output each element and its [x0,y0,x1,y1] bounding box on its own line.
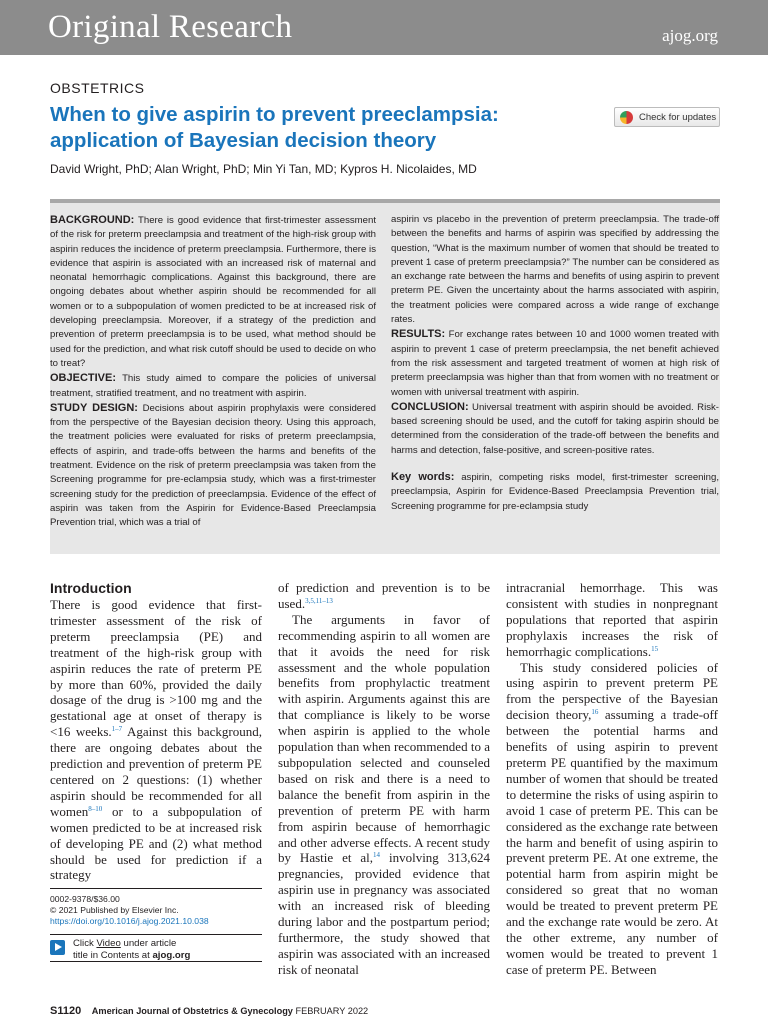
abstract-design: STUDY DESIGN: Decisions about aspirin prophylaxis were considered from the perspective of the Bayesian decision theory. Using this approach, the treatment policies were evaluated for risks of preterm preeclampsia, effects of aspirin, and trade-offs between the harms and benefits of the treatment. Evidence on the risk of preterm preeclampsia was taken from the Screening programme for pre-eclampsia study, which was a first-trimester screening study for the prediction of preeclampsia. Evidence of the effect of aspirin was taken from the Aspirin for Evidence-Based Preeclampsia Prevention trial, which was a trial of [50,401,376,529]
issn: 0002-9378/$36.00 [50,894,120,904]
abstract-box [50,199,720,554]
abstract-keywords: Key words: aspirin, competing risks model, first-trimester screening, preeclampsia, Aspirin for Evidence-Based Preeclampsia Prevention trial, Screening programme for pre-eclampsia study [391,471,719,512]
citation-link[interactable]: 16 [591,708,599,717]
video-link[interactable]: Video [96,938,121,949]
section-title: Original Research [48,9,293,45]
journal-name: American Journal of Obstetrics & Gynecology [91,1006,293,1016]
abstract-objective: OBJECTIVE: This study aimed to compare the policies of universal treatment, stratified treatment, and no treatment with aspirin. [50,372,376,399]
abstract-conclusion: CONCLUSION: Universal treatment with aspirin should be avoided. Risk-based screening should be used, and the cutoff for taking aspirin should be determined from the consideration of the trade-off between the benefits and harms and detection, false-positive, and screen-positive rates. [391,400,719,456]
paragraph-3: This study considered policies of using aspirin to prevent preterm PE from the perspective of the Bayesian decision theory,$^{16}$ assuming a trade-off between the potential harms and benefits of using aspirin to prevent preterm PE quantified by the maximum number of women that should be treated to determine the risks of using aspirin to avoid 1 case of preterm PE. This can be considered as the exchange rate between the harm and benefit of using aspirin to prevent preterm PE. At one extreme, the potential harm from aspirin might be considered so great that no woman would be treated to prevent preterm PE and the exchange rate would be zero. At the other extreme, any number of women would be treated to prevent 1 case of preterm PE. Between [506,659,718,977]
citation-link[interactable]: 1–7 [111,725,123,734]
body-column-3: intracranial hemorrhage. This was consistent with studies in nonpregnant populations that reported that aspirin prophylaxis increases the risk of hemorrhagic complications.$^{15}$ This study considered policies of using aspirin to prevent preterm PE from the perspective of the Bayesian decision theory,$^{16}$ assuming a trade-off between the potential harms and benefits of using aspirin to prevent preterm PE quantified by the maximum number of women that should be treated to determine the risks of using aspirin to avoid 1 case of preterm PE. This can be considered as the exchange rate between the harm and benefit of using aspirin to prevent preterm PE. At one extreme, the potential harm from aspirin might be considered so great that no woman would be treated to prevent preterm PE and the exchange rate would be zero. At the other extreme, any number of women would be treated to prevent 1 case of preterm PE. Between [506,580,718,977]
abstract-background: BACKGROUND: There is good evidence that first-trimester assessment of the risk for preterm preeclampsia and treatment of the high-risk group with aspirin reduces the incidence of preterm preeclampsia. Furthermore, there is evidence that aspirin is associated with an increased risk of maternal and neonatal hemorrhagic complications. Against this background, there are ongoing debates about whether aspirin should be recommended for all women or to a subpopulation of women predicted to be at increased risk of developing preeclampsia. Moreover, if a strategy of the prediction and prevention of preterm preeclampsia is to be used, what method should be used for the prediction, and what risk cutoff should be used to decide on who to treat? [50,214,376,369]
page-number: S1120 [50,1005,82,1017]
doi-link[interactable]: https://doi.org/10.1016/j.ajog.2021.10.038 [50,916,209,926]
header-banner [0,0,768,55]
citation-link[interactable]: 8–10 [88,804,103,813]
site-link-footnote[interactable]: ajog.org [152,949,191,961]
check-for-updates-button[interactable] [614,107,720,127]
citation-link[interactable]: 3,5,11–13 [305,596,333,605]
body-column-1: Introduction There is good evidence that first-trimester assessment of the risk of preterm preeclampsia (PE) and treatment of the high-risk group with aspirin reduces the rate of preterm PE by more than 60%, provided the daily dosage of the drug is >100 mg and the gestational age at onset of therapy is <16 weeks.$^{1-7}$ Against this background, there are ongoing debates about the prediction and prevention of preterm PE centered on 2 questions: (1) whether aspirin should be recommended for all women$^{8-10}$ or to a subpopulation of women predicted to be at increased risk of developing PE and (2) what method should be used for prediction if a strategy [50,580,262,883]
abstract-left-column [50,213,376,531]
citation-link[interactable]: 14 [373,851,381,860]
video-play-icon[interactable] [50,940,65,955]
section-heading: Introduction [50,580,132,596]
author-list: David Wright, PhD; Alan Wright, PhD; Min Yi Tan, MD; Kypros H. Nicolaides, MD [50,162,477,176]
article-footnote [50,888,262,927]
site-link[interactable]: ajog.org [662,26,718,45]
body-column-2: of prediction and prevention is to be used.$^{3,5,11-13}$ The arguments in favor of recommending aspirin to all women are that it avoids the need for risk assessment and the whole population benefits from prophylactic treatment with aspirin. Arguments against this are that compliance is likely to be worse when aspirin is applied to the whole population than when recommended to a subpopulation selected and counseled based on risk and there is a need to balance the benefit from aspirin in the prevention of preterm PE with harm from aspirin because of hemorrhagic and other adverse effects. A recent study by Hastie et al,$^{14}$ involving 313,624 pregnancies, provided evidence that aspirin use in pregnancy was associated with an increased risk of bleeding during labor and the postpartum period; furthermore, the study showed that aspirin was associated with an increased risk of neonatal [278,580,490,977]
article-title: When to give aspirin to prevent preeclampsia: application of Bayesian decision theory [50,103,499,152]
abstract-results: RESULTS: For exchange rates between 10 and 1000 women treated with aspirin to prevent 1 case of preterm preeclampsia, the net benefit achieved from the risk assessment and targeted treatment of women at high risk of preterm preeclampsia was higher than that from women with no treatment or women with universal treatment with aspirin. [391,328,719,398]
abstract-right-column [391,213,719,514]
check-for-updates-label: Check for updates [639,111,717,123]
copyright: © 2021 Published by Elsevier Inc. [50,905,179,915]
citation-link[interactable]: 15 [651,644,659,653]
article-category: OBSTETRICS [50,80,145,96]
paragraph-2: The arguments in favor of recommending aspirin to all women are that it avoids the need for risk assessment and the whole population benefits from prophylactic treatment with aspirin. Arguments against this are that compliance is likely to be worse when aspirin is applied to the whole population than when recommended to a subpopulation selected and counseled based on risk and there is a need to balance the benefit from aspirin in the prevention of preterm PE with harm from aspirin because of hemorrhagic and other adverse effects. A recent study by Hastie et al,$^{14}$ involving 313,624 pregnancies, provided evidence that aspirin use in pregnancy was associated with an increased risk of bleeding during labor and the postpartum period; furthermore, the study showed that aspirin was associated with an increased risk of neonatal [278,611,490,977]
issue-date: FEBRUARY 2022 [295,1006,369,1016]
video-notice: Click Video under article title in Contents at ajog.org [50,934,262,962]
crossmark-icon [620,111,633,124]
page-footer [50,1005,368,1017]
abstract-design-cont: aspirin vs placebo in the prevention of preterm preeclampsia. The trade-off between the benefits and harms of aspirin was specified by addressing the question, “What is the maximum number of women that should be treated to prevent 1 case of preterm preeclampsia?” The number can be considered as an exchange rate between the harms and benefits of using aspirin to prevent preterm PE. Given the uncertainty about the harms associated with aspirin, the treatment policies were compared across a wide range of exchange rates. [391,214,719,326]
